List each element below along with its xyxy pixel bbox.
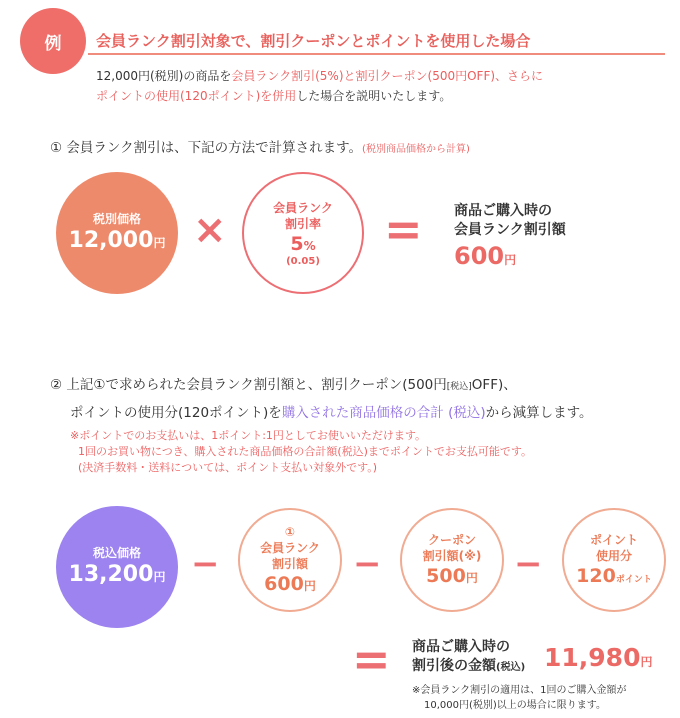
minus-operator-2: − <box>353 544 382 584</box>
step2-result-value: 11,980 <box>544 643 641 672</box>
step2-price-circle: 税込価格 13,200円 <box>56 506 178 628</box>
step1-price-value: 12,000 <box>68 228 154 253</box>
step2-coupon-value: 500 <box>426 565 466 587</box>
heading-divider <box>88 53 665 55</box>
step1-price-circle: 税別価格 12,000円 <box>56 172 178 294</box>
badge-label: 例 <box>44 33 62 54</box>
step2-line-1: ② 上記①で求められた会員ランク割引額と、割引クーポン(500円[税込]OFF)、 <box>50 377 517 393</box>
step1-equals-operator: = <box>384 202 423 256</box>
step2-result-amount: 11,980円 <box>544 643 653 672</box>
minus-operator-1: − <box>191 544 220 584</box>
step2-result: 商品ご購入時の 割引後の金額(税込) <box>412 639 526 674</box>
intro-text <box>96 66 543 106</box>
section-heading: 会員ランク割引対象で、割引クーポンとポイントを使用した場合 <box>96 32 531 50</box>
step1-result-value: 600 <box>454 242 505 270</box>
step2-price-label: 税込価格 <box>92 546 141 560</box>
step2-points-circle: ポイント 使用分 120ポイント <box>562 508 666 612</box>
step2-rank-discount-circle: ① 会員ランク 割引額 600円 <box>238 508 342 612</box>
intro-line-1: 12,000円(税別)の商品を会員ランク割引(5%)と割引クーポン(500円OFF)、さらに <box>96 69 544 83</box>
step2-line-2: ポイントの使用分(120ポイント)を購入された商品価格の合計 (税込)から減算します。 <box>70 405 593 421</box>
step2-rank-discount-value: 600 <box>264 573 304 595</box>
step2-notes: ※ポイントでのお支払いは、1ポイント:1円としてお使いいただけます。 1回のお買い物につき、購入された商品価格の合計額(税込)までポイントでお支払可能です。 (決済手数料・送料については、ポイント支払い対象外です。) <box>70 429 533 474</box>
example-badge <box>20 8 86 74</box>
step1-description: ① 会員ランク割引は、下記の方法で計算されます。(税別商品価格から計算) <box>50 140 470 156</box>
step2-footnote: ※会員ランク割引の適用は、1回のご購入金額が 10,000円(税別)以上の場合に限ります。 <box>412 685 627 711</box>
step2-coupon-circle: クーポン 割引額(※) 500円 <box>400 508 504 612</box>
minus-operator-3: − <box>514 544 543 584</box>
step2-description <box>50 372 593 426</box>
step2-equals-operator: = <box>352 632 391 686</box>
multiply-operator: × <box>193 207 227 253</box>
step1-rate-value: 5 <box>290 232 304 255</box>
step1-rate-circle: 会員ランク 割引率 5% (0.05) <box>242 172 364 294</box>
step2-price-value: 13,200 <box>68 562 154 587</box>
step2-points-value: 120 <box>576 565 616 587</box>
step1-price-label: 税別価格 <box>92 212 141 226</box>
intro-line-2: ポイントの使用(120ポイント)を併用した場合を説明いたします。 <box>96 89 452 103</box>
step1-result: 商品ご購入時の 会員ランク割引額 600円 <box>454 203 566 270</box>
